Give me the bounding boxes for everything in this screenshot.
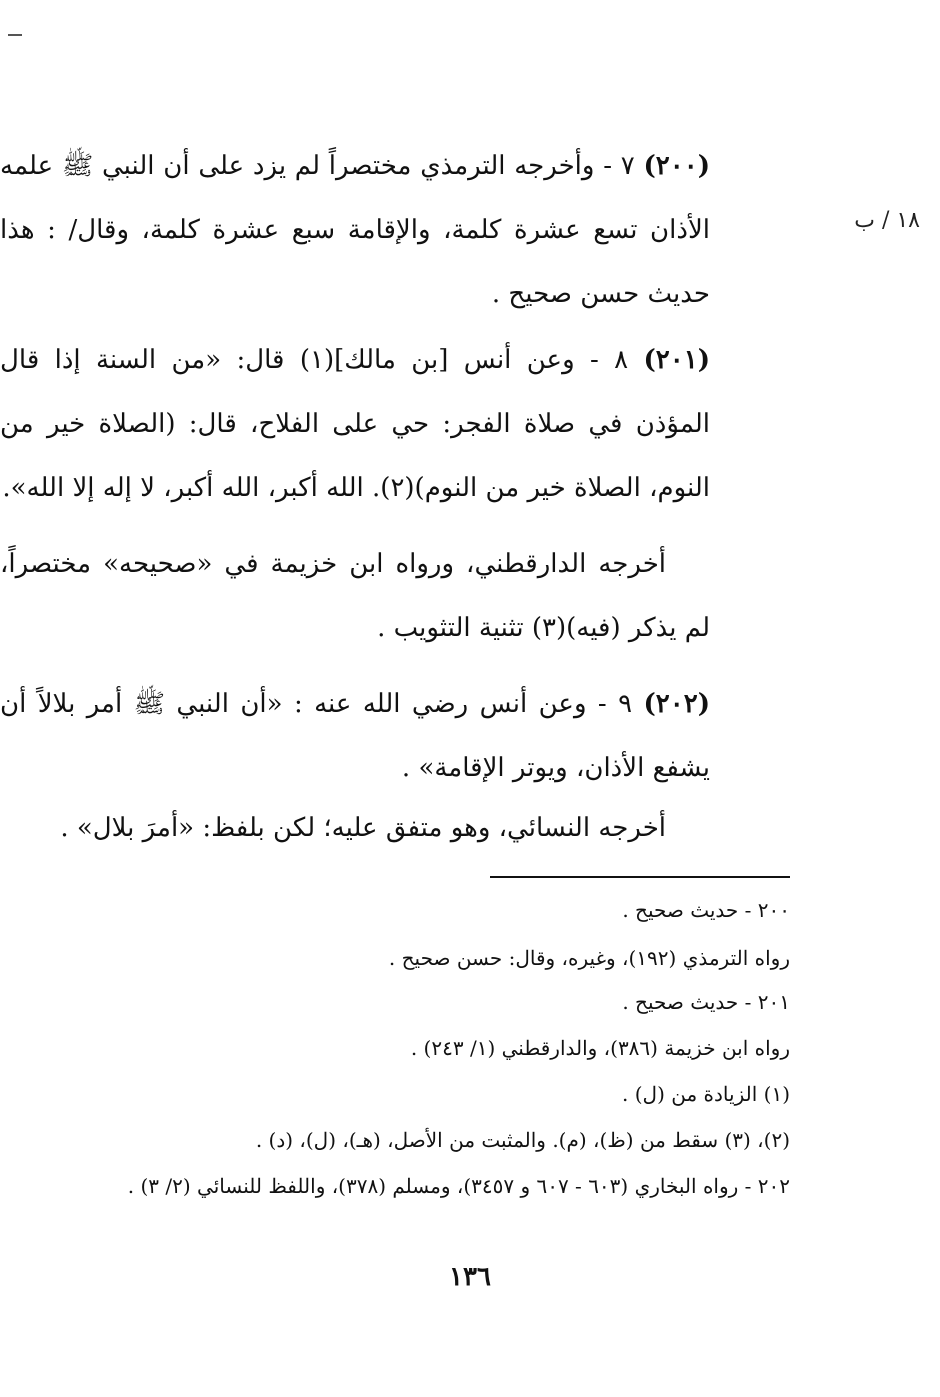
- footnote-2-3: (٢)، (٣) سقط من (ظ)، (م). والمثبت من الأصل، (هـ)، (ل)، (د) .: [255, 1128, 790, 1152]
- hadith-number: (٢٠١): [643, 345, 711, 375]
- hadith-201-commentary: أخرجه الدارقطني، ورواه ابن خزيمة في «صحيحه» مختصراً، لم يذكر (فيه)(٣) تثنية التثويب .: [0, 549, 710, 643]
- footnote-1: (١) الزيادة من (ل) .: [622, 1082, 790, 1106]
- footnote-separator: [490, 876, 790, 878]
- footnote-201-source: رواه ابن خزيمة (٣٨٦)، والدارقطني (١/ ٢٤٣) .: [410, 1036, 790, 1060]
- hadith-number: (٢٠٠): [643, 151, 711, 181]
- hadith-202-commentary: أخرجه النسائي، وهو متفق عليه؛ لكن بلفظ: «أمرَ بلال» .: [60, 813, 666, 843]
- hadith-text: ٩ - وعن أنس رضي الله عنه : «أن النبي ﷺ أمر بلالاً أن يشفع الأذان، ويوتر الإقامة» .: [0, 689, 710, 783]
- footnote-200-grade: ٢٠٠ - حديث صحيح .: [622, 898, 790, 922]
- footnote-201-grade: ٢٠١ - حديث صحيح .: [622, 990, 790, 1014]
- hadith-number: (٢٠٢): [643, 689, 711, 719]
- manuscript-folio-note: ١٨ / ب: [854, 208, 920, 233]
- footnote-202-source: ٢٠٢ - رواه البخاري (٦٠٣ - ٦٠٧ و ٣٤٥٧)، ومسلم (٣٧٨)، واللفظ للنسائي (٢/ ٣) .: [127, 1174, 790, 1198]
- footnote-200-source: رواه الترمذي (١٩٢)، وغيره، وقال: حسن صحيح .: [388, 946, 790, 970]
- scan-mark: [8, 34, 22, 36]
- hadith-200: [0, 134, 710, 326]
- hadith-201: [0, 328, 710, 520]
- page-number: ١٣٦: [449, 1262, 491, 1292]
- hadith-text: ٧ - وأخرجه الترمذي مختصراً لم يزد على أن النبي ﷺ علمه الأذان تسع عشرة كلمة، والإقامة سبع عشرة كلمة، وقال/ : هذا حديث حسن صحيح .: [0, 151, 710, 309]
- hadith-text: ٨ - وعن أنس [بن مالك](١) قال: «من السنة إذا قال المؤذن في صلاة الفجر: حي على الفلاح، قال: (الصلاة خير من النوم، الصلاة خير من النوم)(٢). الله أكبر، الله أكبر، لا إله إلا الله».: [0, 345, 710, 503]
- hadith-202: [0, 672, 710, 800]
